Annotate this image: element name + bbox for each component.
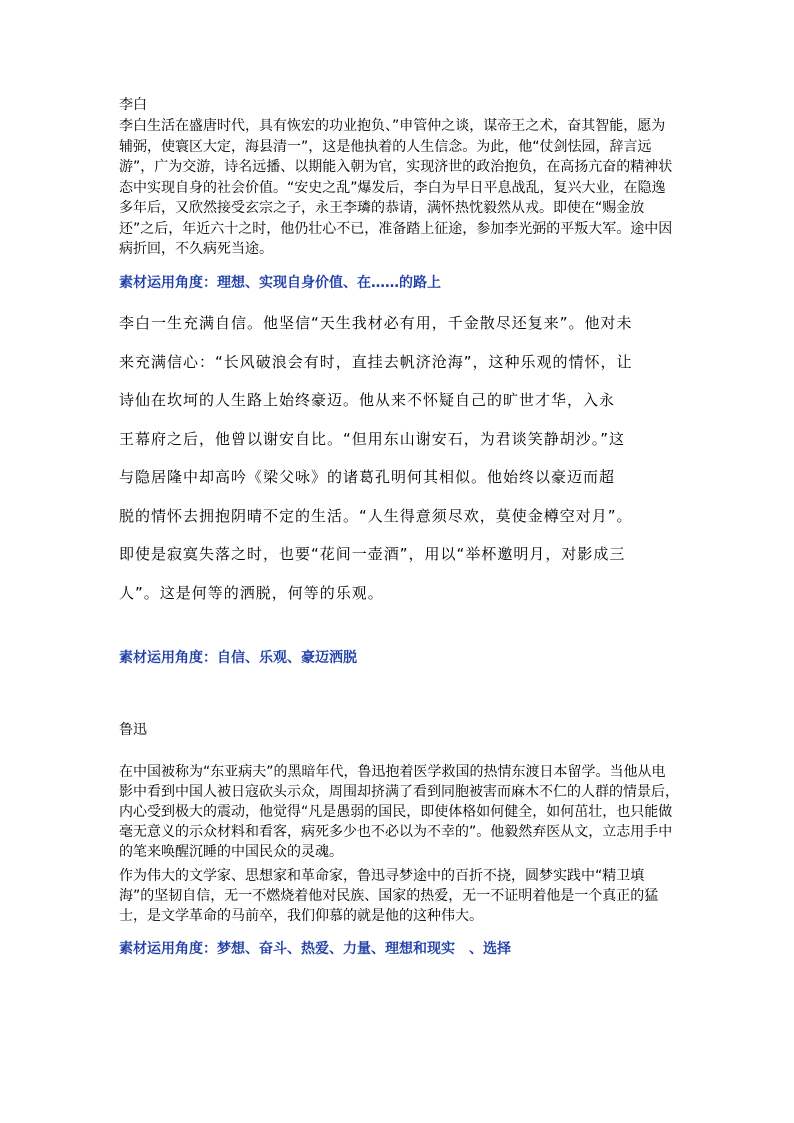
essay-line: 即使是寂寞失落之时，也要“花间一壶酒”，用以“举杯邀明月，对影成三 (119, 545, 626, 563)
essay-line: 与隐居隆中却高吟《梁父咏》的诸葛孔明何其相似。他始终以豪迈而超 (119, 468, 616, 486)
essay-line: 诗仙在坎坷的人生路上始终豪迈。他从来不怀疑自己的旷世才华，入永 (119, 391, 616, 409)
essay-line: 王幕府之后，他曾以谢安自比。“但用东山谢安石，为君谈笑静胡沙。”这 (119, 429, 626, 448)
section-title-lu-xun: 鲁迅 (119, 722, 147, 738)
section-title-li-bai: 李白 (119, 97, 147, 113)
lu-xun-paragraph-1: 在中国被称为“东亚病夫”的黑暗年代，鲁迅抱着医学救国的热情东渡日本留学。当他从电影中看到中国人被日寇砍头示众，周围却挤满了看到同胞被害而麻木不仁的人群的情景后，内心受到极大的震动，他觉得“凡是愚弱的国民，即使体格如何健全，如何茁壮，也只能做毫无意义的示众材料和看客，病死多少也不必以为不幸的”。他毅然弃医从文，立志用手中的笔来唤醒沉睡的中国民众的灵魂。 (119, 764, 679, 860)
essay-line: 来充满信心：“长风破浪会有时，直挂去帆济沧海”，这种乐观的情怀，让 (119, 352, 633, 371)
li-bai-angle-2: 素材运用角度：自信、乐观、豪迈洒脱 (119, 650, 357, 666)
li-bai-essay-paragraph (119, 313, 679, 603)
li-bai-bio-paragraph: 李白生活在盛唐时代，具有恢宏的功业抱负、”申管仲之谈，谋帝王之术，奋其智能，愿为辅弼，使寰区大定，海县清一”，这是他执着的人生信念。为此，他“仗剑怯园，辞言远游”，广为交游，诗名远播、以期能入朝为官，实现济世的政治抱负，在高扬亢奋的精神状态中实现自身的社会价值。“安史之乱”爆发后，李白为早日平息战乱，复兴大业，在隐逸多年后，又欣然接受玄宗之子，永王李璘的恭请，满怀热忱毅然从戎。即使在“赐金放还”之后，年近六十之时，他仍壮心不已，准备踏上征途，参加李光弼的平叛大军。途中因病折回，不久病死当途。 (119, 118, 673, 257)
essay-line: 李白一生充满自信。他坚信“天生我材必有用，千金散尽还复来”。他对未 (119, 314, 633, 332)
li-bai-angle-1: 素材运用角度：理想、实现自身价值、在……的路上 (119, 275, 441, 291)
essay-line: 脱的情怀去拥抱阴晴不定的生活。“人生得意须尽欢，莫使金樽空对月”。 (119, 506, 633, 525)
essay-line: 人”。这是何等的洒脱，何等的乐观。 (119, 583, 384, 602)
lu-xun-paragraph-2: 作为伟大的文学家、思想家和革命家，鲁迅寻梦途中的百折不挠，圆梦实践中“精卫填海”的坚韧自信，无一不燃烧着他对民族、国家的热爱，无一不证明着他是一个真正的猛士，是文学革命的马前卒，我们仰慕的就是他的这种伟大。 (119, 868, 659, 924)
lu-xun-angle: 素材运用角度：梦想、奋斗、热爱、力量、理想和现实 、选择 (119, 941, 511, 957)
